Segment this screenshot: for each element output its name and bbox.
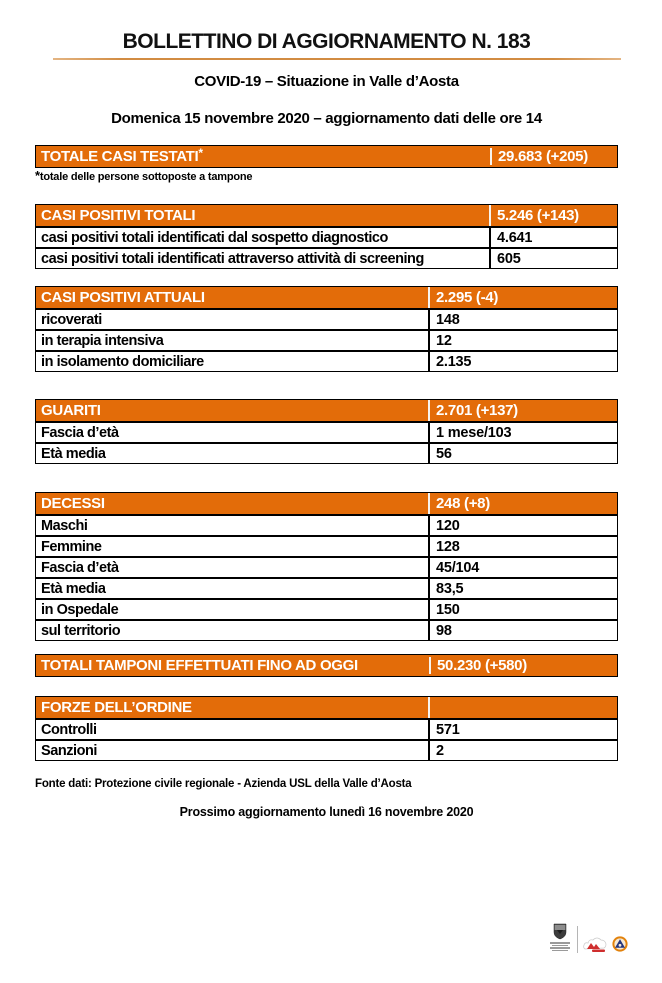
- region-crest-icon: [553, 923, 567, 940]
- next-update-note: Prossimo aggiornamento lunedì 16 novembre 2020: [179, 805, 474, 819]
- page-title: BOLLETTINO DI AGGIORNAMENTO N. 183: [122, 30, 531, 53]
- row-label: Fascia d’età: [41, 424, 119, 441]
- row-label: Sanzioni: [41, 742, 98, 759]
- row-label: ricoverati: [41, 311, 102, 328]
- row-label: sul territorio: [41, 622, 121, 639]
- table-row: [36, 556, 617, 577]
- table-header: [36, 205, 617, 226]
- source-note: Fonte dati: Protezione civile regionale - Azienda USL della Valle d’Aosta: [35, 778, 412, 790]
- table-row: [36, 619, 617, 640]
- header-value: 2.701 (+137): [428, 400, 617, 421]
- table-row: [36, 535, 617, 556]
- protezione-civile-logo: [612, 936, 628, 952]
- crest-caption-lines: [550, 942, 570, 951]
- header-value: 2.295 (-4): [428, 287, 617, 308]
- table-row: [36, 247, 617, 268]
- table-header: [36, 287, 617, 308]
- row-value: 1 mese/103: [428, 423, 617, 442]
- table-casi-positivi-totali: [35, 204, 618, 269]
- totale-casi-testati-bar: [35, 145, 618, 168]
- table-row: [36, 718, 617, 739]
- azienda-usl-logo: [583, 937, 607, 953]
- row-label: Età media: [41, 445, 106, 462]
- table-forze-dellordine: [35, 696, 618, 761]
- table-row: [36, 350, 617, 371]
- header-label: GUARITI: [41, 402, 101, 419]
- table-header: [36, 493, 617, 514]
- table-row: [36, 329, 617, 350]
- row-value: 4.641: [489, 228, 617, 247]
- row-label: casi positivi totali identificati attraverso attività di screening: [41, 250, 424, 267]
- bar-label-text: TOTALE CASI TESTATI: [41, 148, 199, 165]
- row-value: 571: [428, 720, 617, 739]
- table-row: [36, 421, 617, 442]
- header-value: [428, 697, 617, 718]
- row-value: 2: [428, 741, 617, 760]
- row-label: casi positivi totali identificati dal sospetto diagnostico: [41, 229, 388, 246]
- table-row: [36, 308, 617, 329]
- table-decessi: [35, 492, 618, 641]
- totale-casi-testati-value: 29.683 (+205): [490, 148, 617, 165]
- row-value: 150: [428, 600, 617, 619]
- footnote-text: totale delle persone sottoposte a tampone: [39, 171, 253, 183]
- row-value: 56: [428, 444, 617, 463]
- row-label: Età media: [41, 580, 106, 597]
- table-row: [36, 442, 617, 463]
- header-value: 248 (+8): [428, 493, 617, 514]
- table-row: [36, 226, 617, 247]
- row-label: Controlli: [41, 721, 97, 738]
- row-value: 120: [428, 516, 617, 535]
- row-value: 148: [428, 310, 617, 329]
- footer-logos: [548, 923, 628, 953]
- logo-divider: [577, 926, 578, 953]
- footnote-marker: *: [35, 168, 40, 183]
- totale-casi-testati-label: [36, 148, 490, 165]
- table-row: [36, 514, 617, 535]
- table-guariti: [35, 399, 618, 464]
- row-value: 98: [428, 621, 617, 640]
- tamponi-label: TOTALI TAMPONI EFFETTUATI FINO AD OGGI: [41, 657, 358, 674]
- row-value: 128: [428, 537, 617, 556]
- row-value: 2.135: [428, 352, 617, 371]
- row-label: Fascia d’età: [41, 559, 119, 576]
- table-row: [36, 598, 617, 619]
- row-label: Maschi: [41, 517, 88, 534]
- header-value: 5.246 (+143): [489, 205, 617, 226]
- dateline: Domenica 15 novembre 2020 – aggiornamento dati delle ore 14: [111, 110, 542, 127]
- row-value: 45/104: [428, 558, 617, 577]
- header-label: CASI POSITIVI ATTUALI: [41, 289, 205, 306]
- table-row: [36, 739, 617, 760]
- table-row: [36, 577, 617, 598]
- row-value: 12: [428, 331, 617, 350]
- title-underline: [53, 58, 621, 60]
- row-label: in isolamento domiciliare: [41, 353, 204, 370]
- table-header: [36, 697, 617, 718]
- row-label: in terapia intensiva: [41, 332, 164, 349]
- asterisk-marker: *: [198, 146, 203, 160]
- tamponi-value: 50.230 (+580): [429, 657, 617, 674]
- subtitle: COVID-19 – Situazione in Valle d’Aosta: [194, 73, 459, 90]
- tamponi-totali-bar: [35, 654, 618, 677]
- table-casi-positivi-attuali: [35, 286, 618, 372]
- header-label: DECESSI: [41, 495, 105, 512]
- row-value: 605: [489, 249, 617, 268]
- header-label: CASI POSITIVI TOTALI: [41, 207, 196, 224]
- table-header: [36, 400, 617, 421]
- row-label: in Ospedale: [41, 601, 119, 618]
- row-label: Femmine: [41, 538, 102, 555]
- header-label: FORZE DELL’ORDINE: [41, 699, 192, 716]
- footnote: [35, 168, 618, 183]
- region-crest-logo: [548, 923, 572, 951]
- row-value: 83,5: [428, 579, 617, 598]
